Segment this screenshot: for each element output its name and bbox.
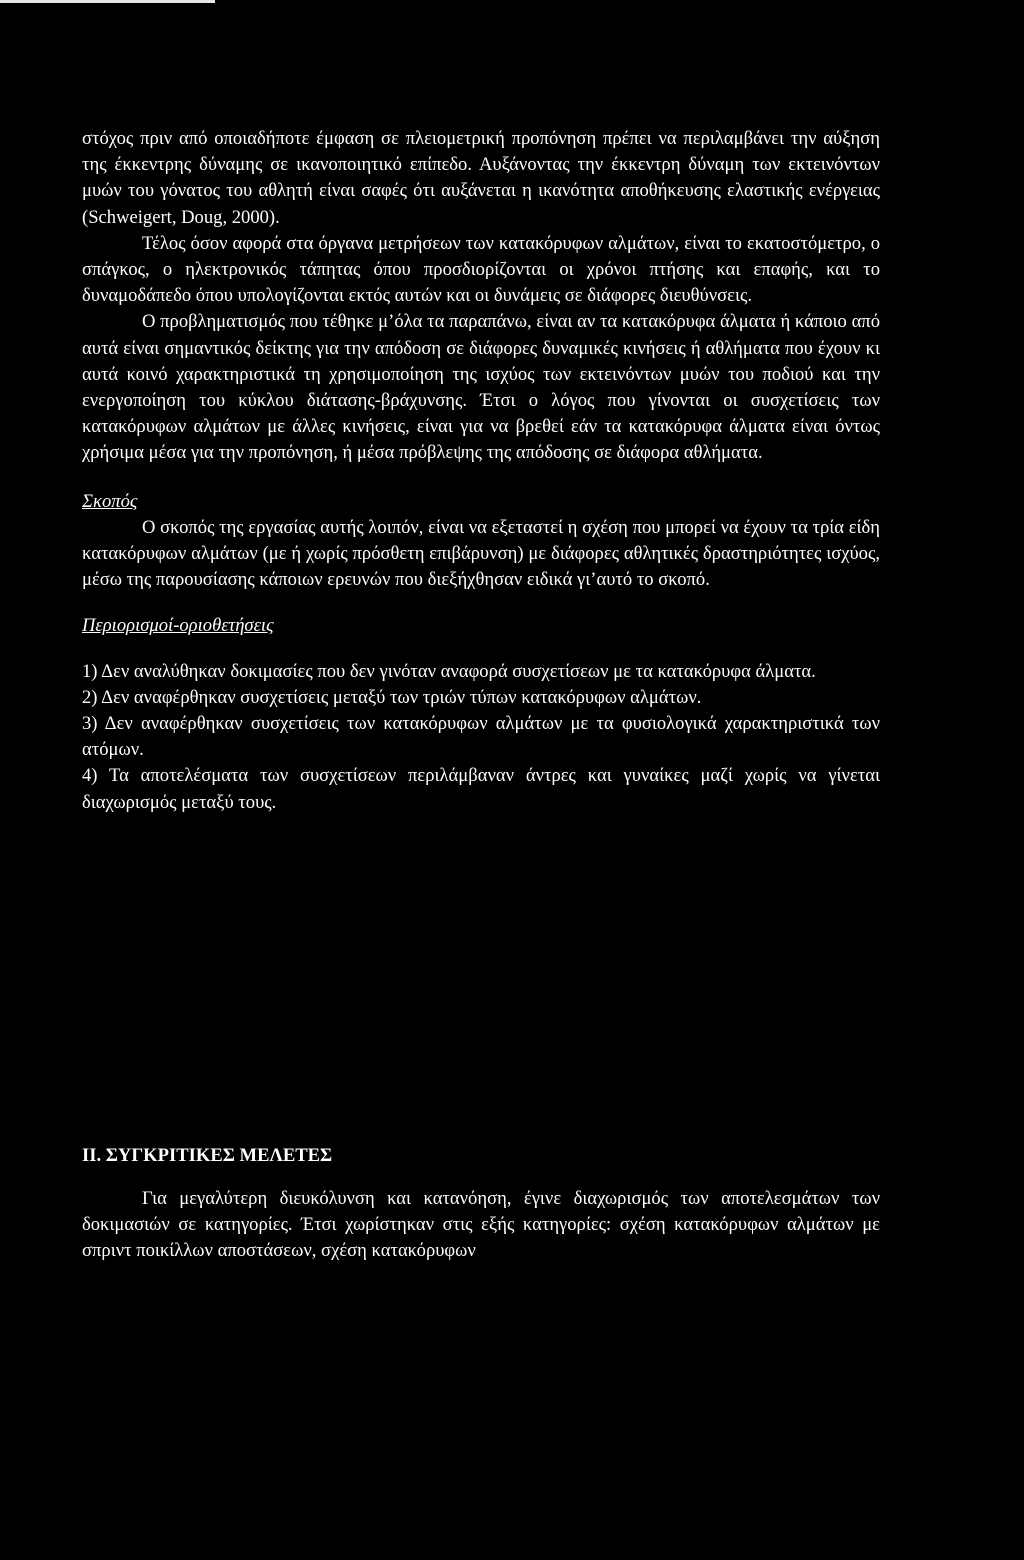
measurement-paragraph: Τέλος όσον αφορά στα όργανα μετρήσεων των κατακόρυφων αλμάτων, είναι το εκατοστόμετρο, ο σπάγκος, ο ηλεκτρονικός τάπητας όπου προσδιορίζονται οι χρόνοι πτήσης και επαφής, και το δυναμοδάπεδο όπου υπολογίζονται εκτός αυτών και οι δυνάμεις σε διάφορες διευθύνσεις. xyxy=(82,232,880,307)
limitations-heading: Περιορισμοί-οριοθετήσεις xyxy=(82,615,274,637)
purpose-heading: Σκοπός xyxy=(82,490,138,512)
purpose-paragraph: Ο σκοπός της εργασίας αυτής λοιπόν, είναι να εξεταστεί η σχέση που μπορεί να έχουν τα τρία είδη κατακόρυφων αλμάτων (με ή χωρίς πρόσθετη επιβάρυνση) με διάφορες αθλητικές δραστηριότητες ισχύος, μέσω της παρουσίασης κάποιων ερευνών που διεξήχθησαν ειδικά γι’αυτό το σκοπό. xyxy=(82,516,880,591)
limitation-item-1: 1) Δεν αναλύθηκαν δοκιμασίες που δεν γινόταν αναφορά συσχετίσεων με τα κατακόρυφα άλματα. xyxy=(82,660,816,682)
limitation-item-2: 2) Δεν αναφέρθηκαν συσχετίσεις μεταξύ των τριών τύπων κατακόρυφων αλμάτων. xyxy=(82,686,702,708)
section-title: II. ΣΥΓΚΡΙΤΙΚΕΣ ΜΕΛΕΤΕΣ xyxy=(82,1144,333,1166)
comparative-paragraph: Για μεγαλύτερη διευκόλυνση και κατανόηση, έγινε διαχωρισμός των αποτελεσμάτων των δοκιμασιών σε κατηγορίες. Έτσι χωρίστηκαν στις εξής κατηγορίες: σχέση κατακόρυφων αλμάτων με σπριντ ποικίλλων αποστάσεων, σχέση κατακόρυφων xyxy=(82,1188,880,1262)
intro-paragraph: στόχος πριν από οποιαδήποτε έμφαση σε πλειομετρική προπόνηση πρέπει να περιλαμβάνει την αύξηση της έκκεντρης δύναμης σε ικανοποιητικό επίπεδο. Αυξάνοντας την έκκεντρη δύναμη των εκτεινόντων μυών του γόνατος του αθλητή είναι σαφές ότι αυξάνεται η ικανότητα αποθήκευσης ελαστικής ενέργειας (Schweigert, Doug, 2000). xyxy=(82,128,880,228)
limitation-item-4: 4) Τα αποτελέσματα των συσχετίσεων περιλάμβαναν άντρες και γυναίκες μαζί χωρίς να γίνεται διαχωρισμός μεταξύ τους. xyxy=(82,765,880,813)
limitation-item-3: 3) Δεν αναφέρθηκαν συσχετίσεις των κατακόρυφων αλμάτων με τα φυσιολογικά χαρακτηριστικά των ατόμων. xyxy=(82,713,880,761)
document-body xyxy=(82,126,880,1265)
problem-paragraph: Ο προβληματισμός που τέθηκε μ’όλα τα παραπάνω, είναι αν τα κατακόρυφα άλματα ή κάποιο από αυτά είναι σημαντικός δείκτης για την απόδοση σε διάφορες δυναμικές κινήσεις ή αθλήματα που έχουν κι αυτά κοινό χαρακτηριστικά τη χρησιμοποίηση της ισχύος των εκτεινόντων μυών του ποδιού και την ενεργοποίηση του κύκλου διάτασης-βράχυνσης. Έτσι ο λόγος που γίνονται οι συσχετίσεις των κατακόρυφων αλμάτων με άλλες κινήσεις, είναι για να βρεθεί εάν τα κατακόρυφα άλματα είναι όντως χρήσιμα μέσα για την προπόνηση, ή μέσα πρόβλεψης της απόδοσης σε διάφορα αθλήματα. xyxy=(82,311,880,464)
top-edge-bar xyxy=(0,0,215,3)
